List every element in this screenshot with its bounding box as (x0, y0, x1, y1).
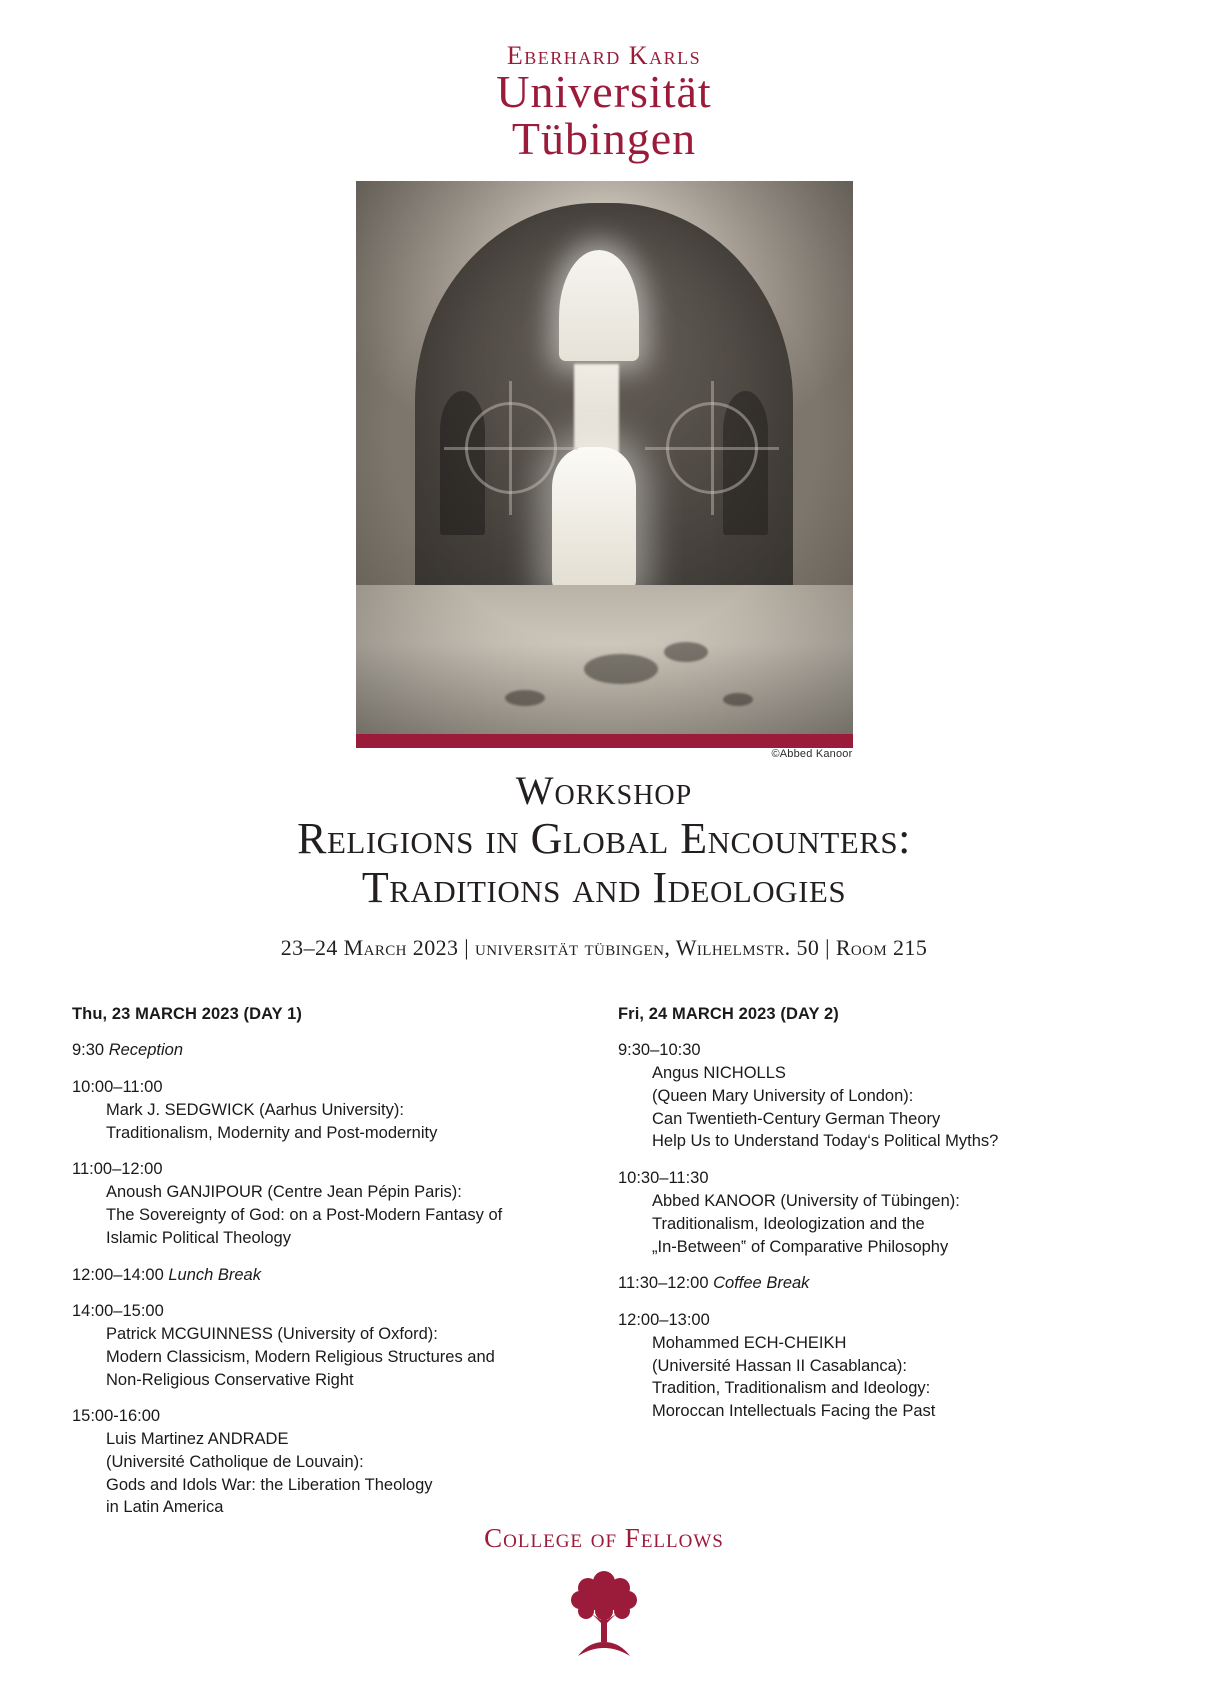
slot-detail-line: Non-Religious Conservative Right (106, 1370, 354, 1389)
day1-heading: Thu, 23 MARCH 2023 (DAY 1) (72, 1004, 302, 1023)
programme-slot (72, 1158, 594, 1249)
slot-time-text: 10:00–11:00 (72, 1078, 163, 1097)
title-subtitle-dateplace: 23–24 March 2023 | universität tübingen, Wilhelmstr. 50 | Room 215 (280, 934, 928, 960)
slot-time (618, 1167, 1140, 1190)
logo-line-universitaet: Universität (496, 66, 712, 118)
slot-time-text: 10:30–11:30 (618, 1169, 709, 1188)
slot-detail-line: Angus NICHOLLS (652, 1064, 786, 1083)
slot-time (72, 1300, 594, 1323)
day2-slot-list (618, 1039, 1140, 1422)
slot-time (618, 1039, 1140, 1062)
slot-detail-line: Luis Martinez ANDRADE (106, 1430, 289, 1449)
slot-detail-line: Traditionalism, Ideologization and the (652, 1214, 925, 1233)
slot-detail-line: „In-Between‟ of Comparative Philosophy (652, 1237, 949, 1256)
programme-column-day2 (618, 1003, 1140, 1534)
programme-section (0, 1003, 1208, 1534)
slot-detail-line: Anoush GANJIPOUR (Centre Jean Pépin Paris): (106, 1183, 462, 1202)
slot-time-text: 14:00–15:00 (72, 1302, 164, 1321)
logo-line-tuebingen: Tübingen (511, 113, 697, 165)
poster-image-block (356, 181, 853, 761)
slot-details (652, 1062, 1140, 1153)
slot-detail-line: The Sovereignty of God: on a Post-Modern Fantasy of (106, 1206, 503, 1224)
title-main-line-1: Religions in Global Encounters: (297, 814, 911, 864)
day1-slot-list (72, 1039, 594, 1519)
logo-line-eberhard-karls: Eberhard Karls (506, 41, 702, 70)
slot-time-text: 12:00–13:00 (618, 1311, 710, 1330)
slot-details (652, 1332, 1140, 1423)
programme-slot (618, 1167, 1140, 1258)
slot-time (72, 1158, 594, 1181)
photo-credit: ©Abbed Kanoor (771, 748, 853, 761)
slot-detail-line: Mark J. SEDGWICK (Aarhus University): (106, 1100, 404, 1119)
slot-details (106, 1323, 594, 1391)
slot-detail-line: Tradition, Traditionalism and Ideology: (652, 1379, 931, 1398)
slot-detail-line: in Latin America (106, 1498, 224, 1517)
slot-time-note: Coffee Break (713, 1274, 810, 1293)
slot-time (72, 1039, 594, 1062)
slot-detail-line: Can Twentieth-Century German Theory (652, 1109, 941, 1128)
accent-bar (356, 734, 853, 748)
title-kicker: Workshop (515, 768, 693, 814)
programme-slot (618, 1272, 1140, 1295)
slot-time (72, 1264, 594, 1287)
slot-time-text: 11:00–12:00 (72, 1160, 163, 1179)
slot-time (72, 1076, 594, 1099)
photo-vignette (356, 181, 853, 734)
slot-detail-line: Traditionalism, Modernity and Post-modernity (106, 1123, 438, 1142)
slot-time-note: Reception (108, 1041, 184, 1060)
programme-slot (618, 1039, 1140, 1153)
day2-heading: Fri, 24 MARCH 2023 (DAY 2) (618, 1004, 839, 1023)
slot-time (618, 1272, 1140, 1295)
programme-slot (72, 1076, 594, 1144)
programme-slot (72, 1300, 594, 1391)
slot-time-text: 15:00-16:00 (72, 1407, 161, 1426)
slot-detail-line: Modern Classicism, Modern Religious Structures and (106, 1347, 495, 1366)
programme-slot (72, 1039, 594, 1062)
poster-title-block (0, 770, 1208, 961)
slot-detail-line: (Université Catholique de Louvain): (106, 1452, 364, 1471)
slot-detail-line: Gods and Idols War: the Liberation Theology (106, 1475, 433, 1494)
college-of-fellows-tree-icon (0, 1564, 1208, 1665)
slot-detail-line: Patrick MCGUINNESS (University of Oxford): (106, 1325, 438, 1344)
slot-time-note: Lunch Break (168, 1265, 261, 1284)
slot-time (72, 1405, 594, 1428)
programme-slot (72, 1405, 594, 1519)
university-logo (0, 0, 1208, 163)
slot-details (106, 1181, 594, 1249)
college-of-fellows-label: College of Fellows (484, 1523, 724, 1553)
slot-detail-line: Help Us to Understand Today‘s Political Myths? (652, 1132, 999, 1151)
programme-slot (72, 1264, 594, 1287)
programme-slot (618, 1309, 1140, 1423)
slot-details (652, 1190, 1140, 1258)
slot-detail-line: (Queen Mary University of London): (652, 1086, 914, 1105)
slot-time-text: 9:30–10:30 (618, 1041, 701, 1060)
slot-details (106, 1099, 594, 1145)
slot-time (618, 1309, 1140, 1332)
cave-interior-photo (356, 181, 853, 734)
slot-detail-line: (Université Hassan II Casablanca): (652, 1356, 907, 1375)
slot-detail-line: Abbed KANOOR (University of Tübingen): (652, 1192, 960, 1210)
footer-block (0, 1523, 1208, 1665)
slot-time-text: 9:30 (72, 1041, 109, 1060)
slot-detail-line: Islamic Political Theology (106, 1228, 291, 1247)
slot-time-text: 11:30–12:00 (618, 1274, 714, 1293)
slot-details (106, 1428, 594, 1519)
slot-time-text: 12:00–14:00 (72, 1265, 169, 1284)
programme-column-day1 (72, 1003, 594, 1534)
slot-detail-line: Moroccan Intellectuals Facing the Past (652, 1402, 936, 1421)
slot-detail-line: Mohammed ECH-CHEIKH (652, 1333, 847, 1352)
title-main-line-2: Traditions and Ideologies (361, 863, 847, 913)
